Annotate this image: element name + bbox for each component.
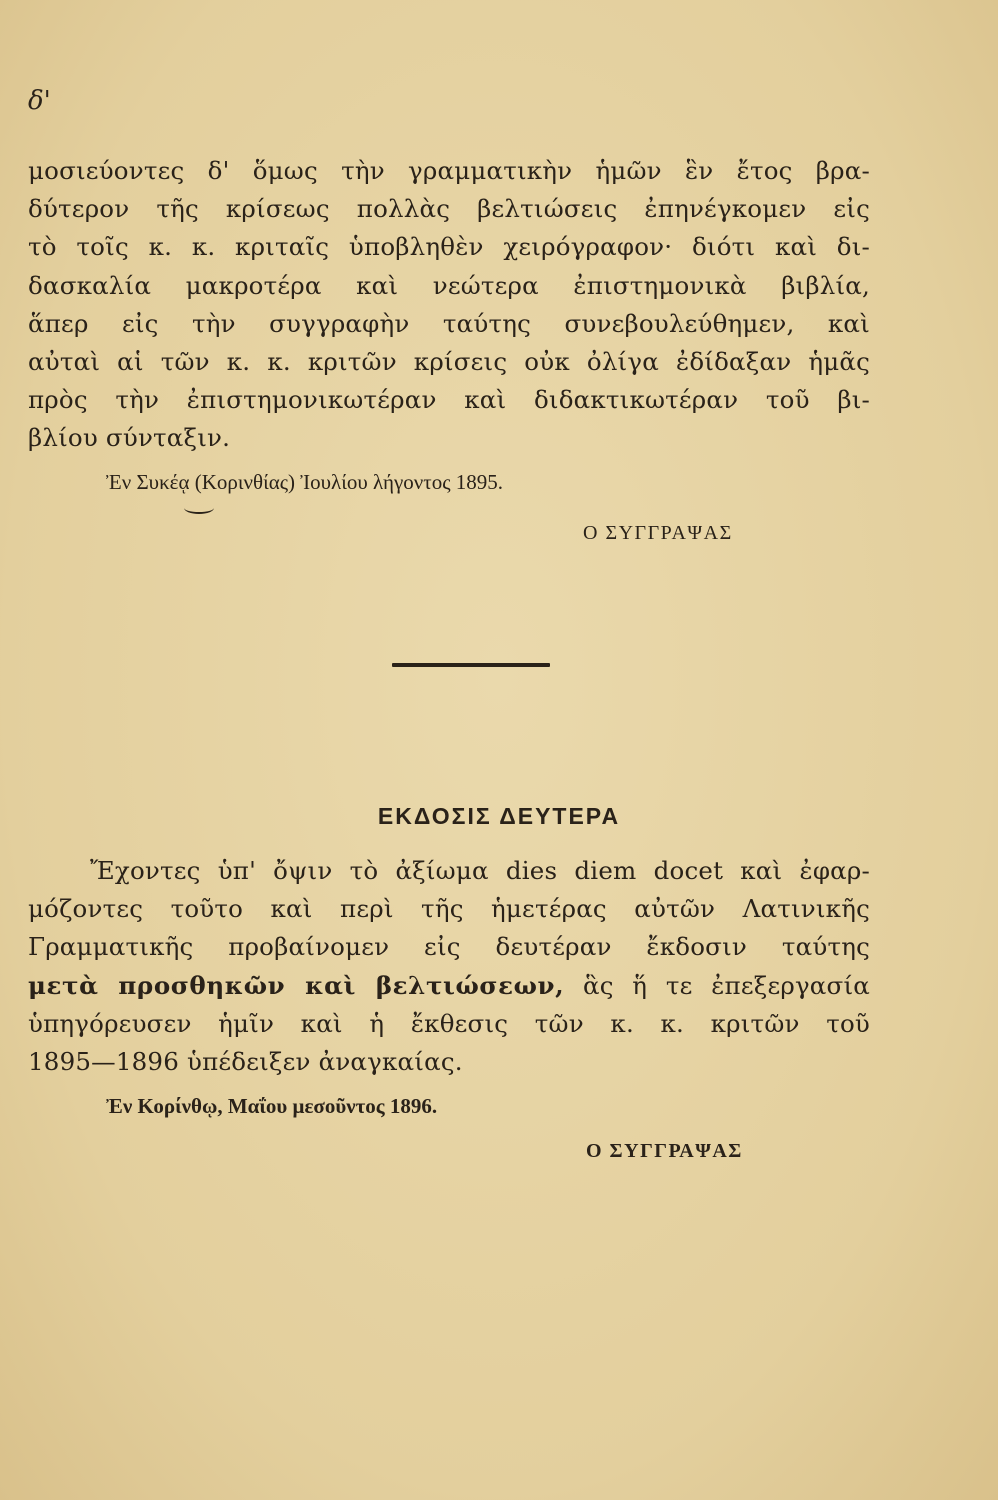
text-line: ὑπηγόρευσεν ἡμῖν καὶ ἡ ἔκθεσις τῶν κ. κ. κριτῶν τοῦ — [28, 1008, 870, 1038]
text-line: δύτερον τῆς κρίσεως πολλὰς βελτιώσεις ἐπηνέγκομεν εἰς — [28, 194, 870, 224]
text-line: τὸ τοῖς κ. κ. κριταῖς ὑποβληθὲν χειρόγραφον· διότι καὶ δι- — [28, 232, 870, 262]
bold-phrase: μετὰ προσθηκῶν καὶ βελτιώσεων, — [28, 970, 565, 1000]
preface-paragraph — [28, 152, 870, 458]
text-line: βλίου σύνταξιν. — [28, 423, 231, 453]
text-line: μοσιεύοντες δ' ὅμως τὴν γραμματικὴν ἡμῶν ἓν ἔτος βρα- — [28, 156, 870, 185]
second-edition-paragraph — [28, 852, 870, 1081]
section-divider — [392, 663, 550, 667]
text-line: 1895—1896 ὑπέδειξεν ἀναγκαίας. — [28, 1047, 463, 1077]
second-edition-date: Ἐν Κορίνθῳ, Μαΐου μεσοῦντος 1896. — [106, 1094, 438, 1118]
text-line: ἅπερ εἰς τὴν συγγραφὴν ταύτης συνεβουλεύθημεν, καὶ — [28, 308, 870, 338]
preface-signature: Ο ΣΥΓΓΡΑΨΑΣ — [583, 522, 733, 544]
text-line: πρὸς τὴν ἐπιστημονικωτέραν καὶ διδακτικωτέραν τοῦ βι- — [28, 385, 870, 415]
second-edition-heading: ΕΚΔΟΣΙΣ ΔΕΥΤΕΡΑ — [377, 803, 621, 829]
text-fragment: ἃς ἥ τε ἐπεξεργασία — [564, 970, 871, 1000]
handwritten-mark — [184, 502, 214, 514]
text-line — [28, 967, 870, 1005]
text-line: αὐταὶ αἱ τῶν κ. κ. κριτῶν κρίσεις οὐκ ὀλίγα ἐδίδαξαν ἡμᾶς — [28, 347, 870, 377]
text-line: μόζοντες τοῦτο καὶ περὶ τῆς ἡμετέρας αὐτῶν Λατινικῆς — [28, 894, 870, 924]
text-line: Ἔχοντες ὑπ' ὄψιν τὸ ἀξίωμα dies diem docet καὶ ἐφαρ- — [90, 856, 870, 885]
preface-date: Ἐν Συκέᾳ (Κορινθίας) Ἰουλίου λήγοντος 1895. — [106, 470, 504, 494]
text-line: Γραμματικῆς προβαίνομεν εἰς δευτέραν ἔκδοσιν ταύτης — [28, 932, 870, 962]
text-line: δασκαλία μακροτέρα καὶ νεώτερα ἐπιστημονικὰ βιβλία, — [28, 270, 870, 300]
second-edition-signature: Ο ΣΥΓΓΡΑΨΑΣ — [586, 1140, 743, 1162]
page-number: δ' — [28, 86, 51, 116]
